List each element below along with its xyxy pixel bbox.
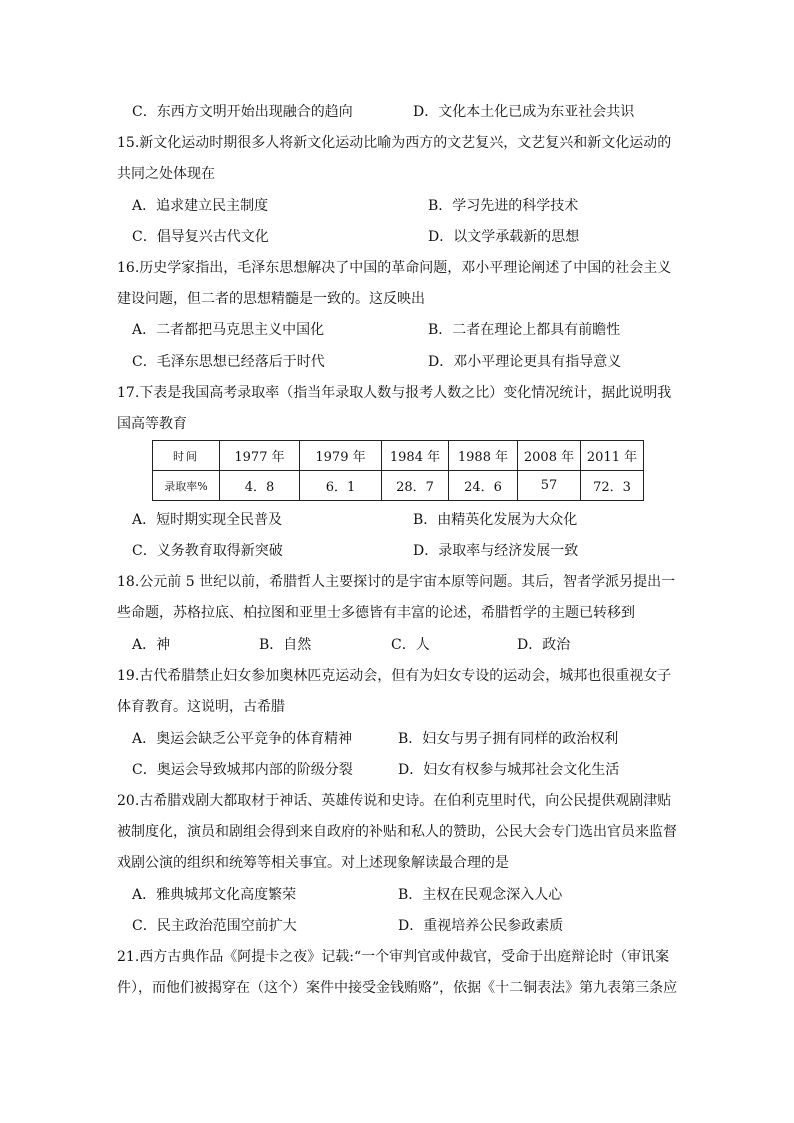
q19-option-d: D．妇女有权参与城邦社会文化生活 [398,762,620,778]
table-cell: 4．8 [220,471,300,501]
table-header-row [153,441,644,471]
q17-option-a: A．短时期实现全民普及 [132,512,283,528]
q15-stem-line-2: 共同之处体现在 [117,166,215,182]
q17-option-b: B．由精英化发展为大众化 [413,512,578,528]
admission-rate-table [152,440,644,501]
q19-stem-line-1: 19.古代希腊禁止妇女参加奥林匹克运动会，但有为妇女专设的运动会，城邦也很重视女子 [117,668,672,684]
q15-option-a: A．追求建立民主制度 [132,198,269,214]
table-cell: 6．1 [300,471,382,501]
q18-stem-line-2: 些命题，苏格拉底、柏拉图和亚里士多德皆有丰富的论述，希腊哲学的主题已转移到 [117,605,635,621]
q15-option-c: C．倡导复兴古代文化 [132,229,269,245]
table-cell: 1979 年 [300,441,382,471]
table-cell: 1984 年 [382,441,449,471]
q16-option-a: A．二者都把马克思主义中国化 [132,322,325,338]
q14-option-d: D．文化本土化已成为东亚社会共识 [413,104,635,120]
q17-option-c: C．义务教育取得新突破 [132,543,283,559]
table-cell: 72．3 [581,471,644,501]
q16-stem-line-1: 16.历史学家指出，毛泽东思想解决了中国的革命问题，邓小平理论阐述了中国的社会主义 [117,260,672,276]
table-cell: 2011 年 [581,441,644,471]
q19-stem-line-2: 体育教育。这说明，古希腊 [117,699,285,715]
q17-stem-line-1: 17.下表是我国高考录取率（指当年录取人数与报考人数之比）变化情况统计，据此说明我 [117,385,672,401]
q20-option-c: C．民主政治范围空前扩大 [132,918,297,934]
q20-stem-line-2: 被制度化，演员和剧组会得到来自政府的补贴和私人的赞助，公民大会专门选出官员来监督 [117,824,677,840]
q19-option-b: B．妇女与男子拥有同样的政治权利 [398,731,619,747]
q20-option-d: D．重视培养公民参政素质 [398,918,564,934]
q20-option-a: A．雅典城邦文化高度繁荣 [132,887,297,903]
q21-stem-line-1: 21.西方古典作品《阿提卡之夜》记载:“一个审判官或仲裁官，受命于出庭辩论时（审讯案 [117,949,670,965]
table-row [153,471,644,501]
table-cell: 2008 年 [518,441,581,471]
q19-option-c: C．奥运会导致城邦内部的阶级分裂 [132,762,353,778]
q20-stem-line-3: 戏剧公演的组织和统筹等相关事宜。对上述现象解读最合理的是 [117,855,509,871]
q17-stem-line-2: 国高等教育 [117,416,187,432]
q15-option-d: D．以文学承载新的思想 [428,229,580,245]
q18-option-b: B．自然 [259,637,312,653]
q16-stem-line-2: 建设问题，但二者的思想精髓是一致的。这反映出 [117,291,425,307]
q16-option-c: C．毛泽东思想已经落后于时代 [132,354,325,370]
q15-stem-line-1: 15.新文化运动时期很多人将新文化运动比喻为西方的文艺复兴，文艺复兴和新文化运动的 [117,135,672,151]
q20-option-b: B．主权在民观念深入人心 [398,887,563,903]
q15-option-b: B．学习先进的科学技术 [428,198,579,214]
table-cell: 录取率% [153,471,220,501]
table-cell: 时间 [153,441,220,471]
table-cell: 24．6 [449,471,518,501]
table-cell: 28．7 [382,471,449,501]
q18-option-d: D．政治 [517,637,571,653]
q20-stem-line-1: 20.古希腊戏剧大都取材于神话、英雄传说和史诗。在伯利克里时代，向公民提供观剧津贴 [117,793,672,809]
q18-option-a: A．神 [132,637,171,653]
q19-option-a: A．奥运会缺乏公平竞争的体育精神 [132,731,353,747]
q21-stem-line-2: 件），而他们被揭穿在（这个）案件中接受金钱贿赂”，依据《十二铜表法》第九表第三条应 [117,980,678,996]
q18-stem-line-1: 18.公元前 5 世纪以前，希腊哲人主要探讨的是宇宙本原等问题。其后，智者学派另提出一 [117,574,676,590]
table-cell: 1988 年 [449,441,518,471]
q16-option-b: B．二者在理论上都具有前瞻性 [428,322,621,338]
q18-option-c: C．人 [391,637,430,653]
table-cell: 1977 年 [220,441,300,471]
q17-option-d: D．录取率与经济发展一致 [413,543,579,559]
table-cell: 57 [518,471,581,501]
q14-option-c: C．东西方文明开始出现融合的趋向 [132,104,353,120]
q16-option-d: D．邓小平理论更具有指导意义 [428,354,622,370]
